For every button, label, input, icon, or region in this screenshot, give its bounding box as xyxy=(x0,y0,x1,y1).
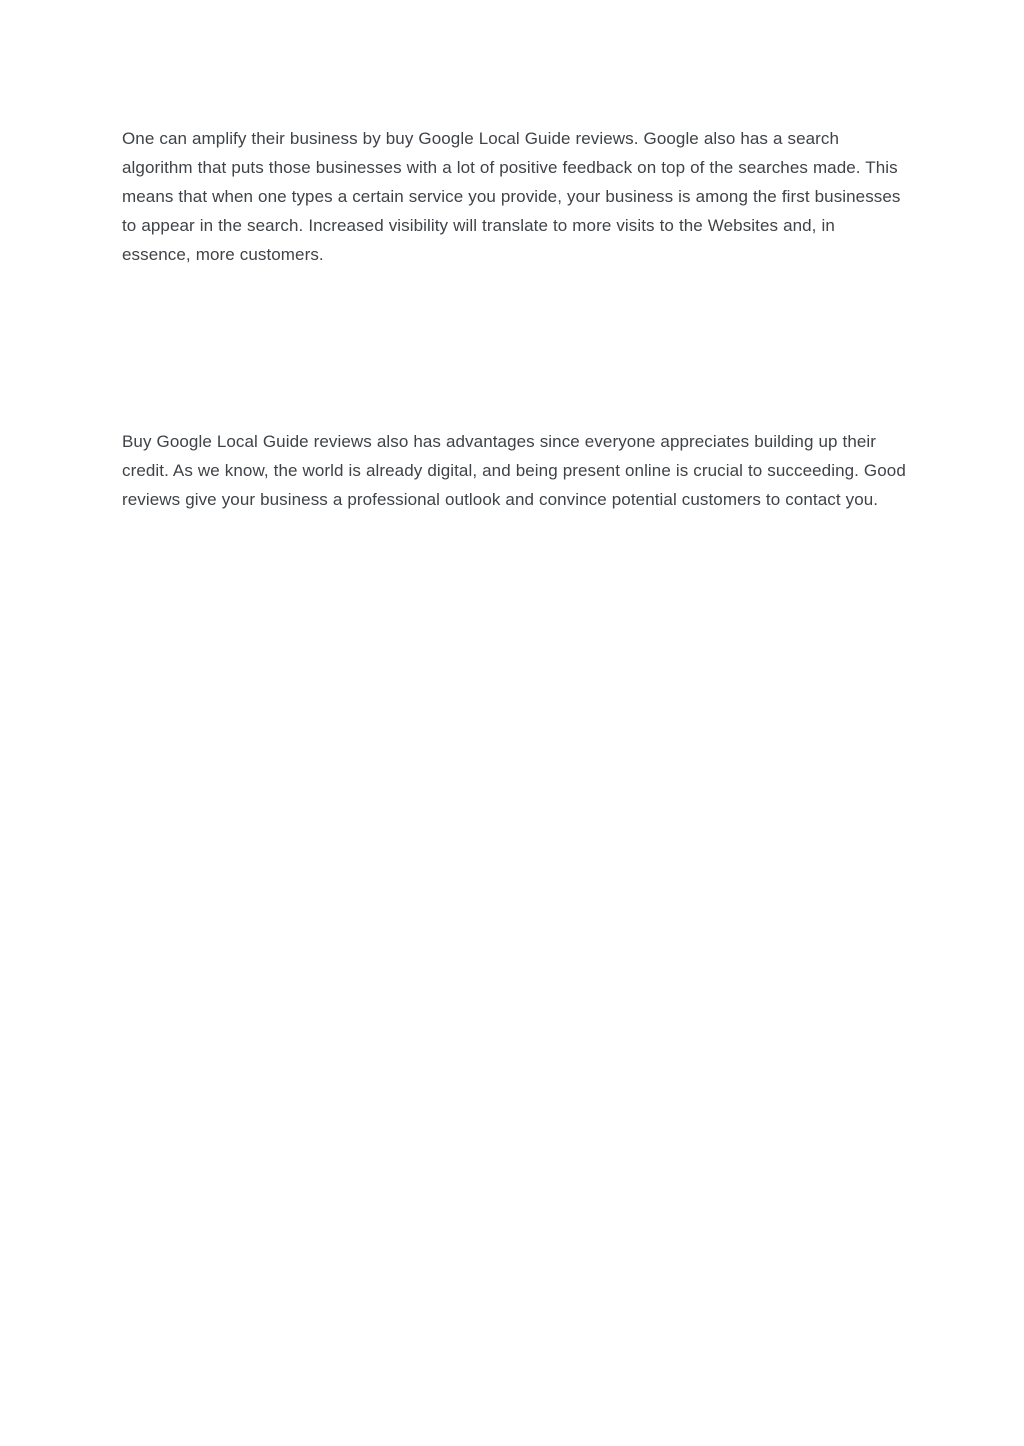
document-content-column xyxy=(122,124,906,515)
content-bottom-spacer xyxy=(122,514,906,515)
body-paragraph-1: One can amplify their business by buy Google Local Guide reviews. Google also has a search algorithm that puts those businesses with a lot of positive feedback on top of the searches made. This means that when one types a certain service you provide, your business is among the first businesses to appear in the search. Increased visibility will translate to more visits to the Websites and, in essence, more customers. xyxy=(122,129,901,264)
paragraph-spacer xyxy=(122,269,906,427)
body-paragraph-2: Buy Google Local Guide reviews also has advantages since everyone appreciates building up their credit. As we know, the world is already digital, and being present online is crucial to succeeding. Good reviews give your business a professional outlook and convince potential customers to contact you. xyxy=(122,432,906,509)
